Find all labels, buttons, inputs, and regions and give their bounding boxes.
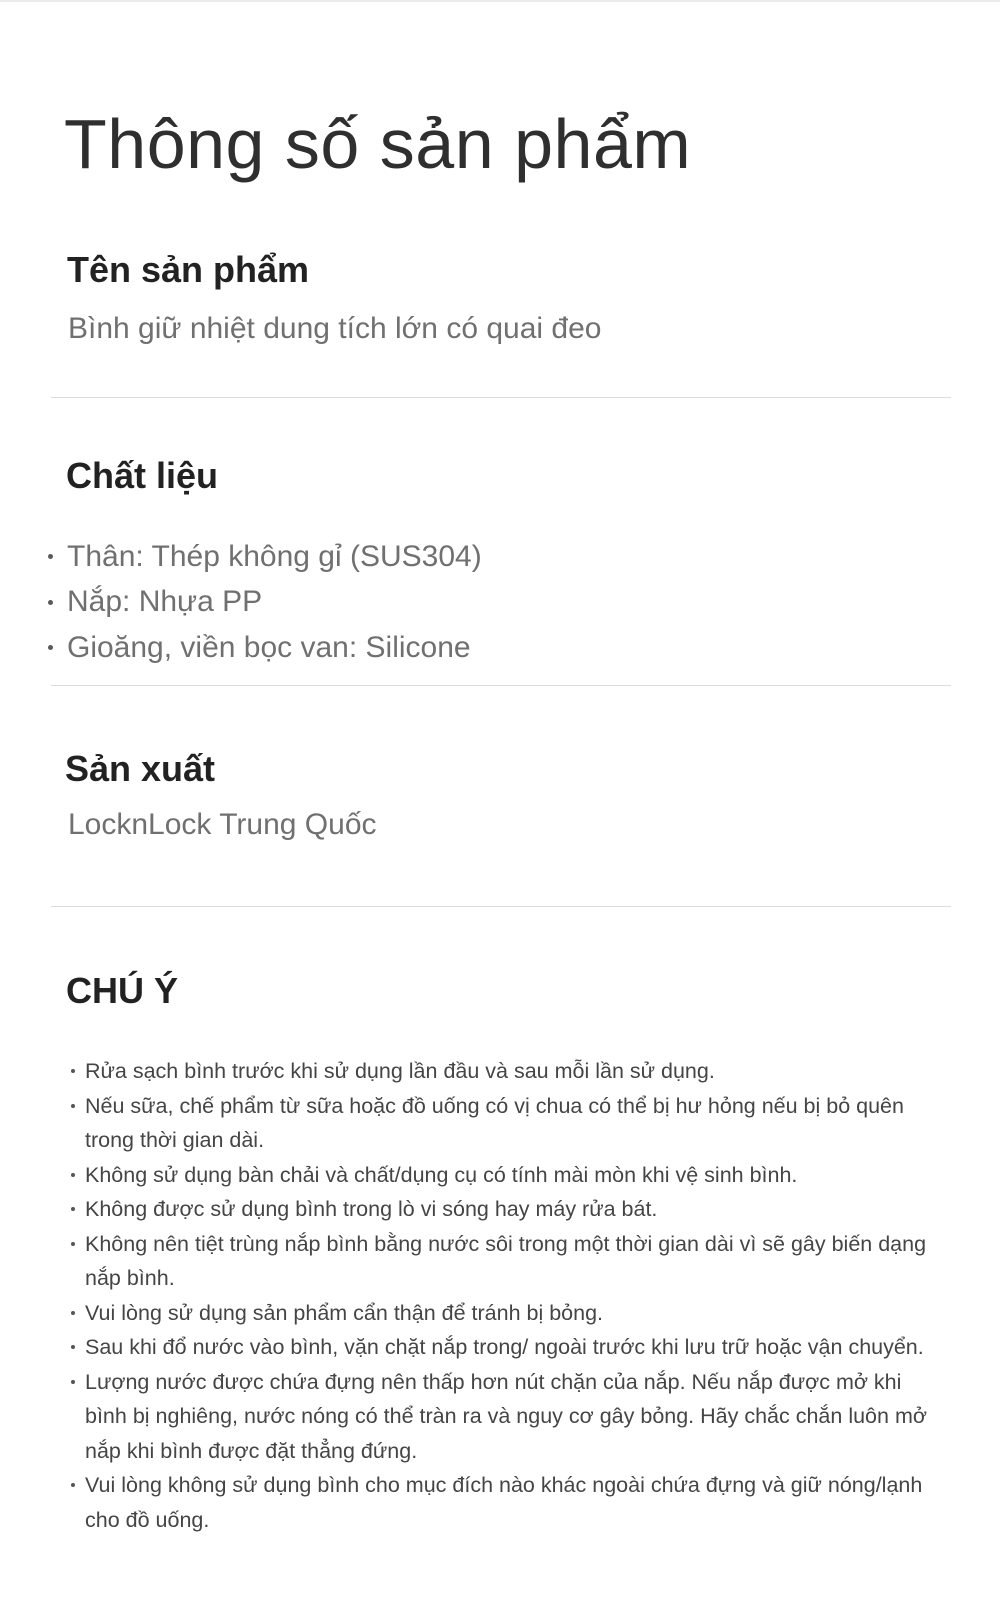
material-item-lid: [48, 580, 482, 626]
note-item: [70, 1330, 940, 1365]
product-name-heading: Tên sản phẩm: [67, 249, 310, 290]
note-text: Vui lòng không sử dụng bình cho mục đích nào khác ngoài chứa đựng và giữ nóng/lạnh cho đồ uống.: [85, 1473, 923, 1532]
manufacture-value: LocknLock Trung Quốc: [68, 808, 377, 841]
note-item: [70, 1054, 940, 1089]
material-item-label: Gioăng, viền bọc van: Silicone: [67, 630, 471, 664]
note-item: [70, 1158, 940, 1193]
bullet-dot-icon: [48, 600, 53, 605]
material-item-body: [48, 534, 482, 580]
note-text: Lượng nước được chứa đựng nên thấp hơn nút chặn của nắp. Nếu nắp được mở khi bình bị nghiêng, nước nóng có thể tràn ra và nguy cơ gây bỏng. Hãy chắc chắn luôn mở nắp khi bình được đặt thẳng đứng.: [85, 1369, 927, 1463]
note-item: [70, 1192, 940, 1227]
note-text: Rửa sạch bình trước khi sử dụng lần đầu và sau mỗi lần sử dụng.: [85, 1059, 715, 1083]
bullet-dot-icon: [48, 554, 53, 559]
note-text: Vui lòng sử dụng sản phẩm cẩn thận để tránh bị bỏng.: [85, 1300, 604, 1325]
note-item: [70, 1468, 940, 1537]
bullet-dot-icon: [71, 1483, 75, 1487]
note-text: Nếu sữa, chế phẩm từ sữa hoặc đồ uống có vị chua có thể bị hư hỏng nếu bị bỏ quên trong thời gian dài.: [85, 1093, 904, 1152]
top-border: [0, 0, 1000, 2]
material-item-label: Thân: Thép không gỉ (SUS304): [67, 539, 482, 573]
bullet-dot-icon: [48, 645, 53, 650]
section-divider: [51, 685, 951, 686]
material-item-label: Nắp: Nhựa PP: [67, 585, 263, 619]
note-item: [70, 1296, 940, 1331]
bullet-dot-icon: [71, 1242, 75, 1246]
note-item: [70, 1089, 940, 1158]
bullet-dot-icon: [71, 1104, 75, 1108]
note-text: Sau khi đổ nước vào bình, vặn chặt nắp trong/ ngoài trước khi lưu trữ hoặc vận chuyển.: [85, 1335, 924, 1359]
note-text: Không sử dụng bàn chải và chất/dụng cụ có tính mài mòn khi vệ sinh bình.: [85, 1162, 798, 1187]
material-heading: Chất liệu: [66, 455, 219, 496]
notes-heading: CHÚ Ý: [66, 970, 179, 1011]
page-title: Thông số sản phẩm: [64, 105, 692, 183]
section-divider: [51, 397, 951, 398]
section-divider: [51, 906, 951, 907]
product-name-value: Bình giữ nhiệt dung tích lớn có quai đeo: [68, 312, 602, 345]
bullet-dot-icon: [71, 1345, 75, 1349]
manufacture-heading: Sản xuất: [65, 748, 216, 789]
bullet-dot-icon: [71, 1173, 75, 1177]
notes-list: [70, 1054, 940, 1537]
note-item: [70, 1365, 940, 1469]
note-item: [70, 1227, 940, 1296]
material-item-gasket: [48, 625, 482, 671]
bullet-dot-icon: [71, 1069, 75, 1073]
bullet-dot-icon: [71, 1311, 75, 1315]
bullet-dot-icon: [71, 1380, 75, 1384]
note-text: Không được sử dụng bình trong lò vi sóng hay máy rửa bát.: [85, 1197, 658, 1221]
material-list: [48, 534, 482, 671]
bullet-dot-icon: [71, 1207, 75, 1211]
note-text: Không nên tiệt trùng nắp bình bằng nước sôi trong một thời gian dài vì sẽ gây biến dạng nắp bình.: [85, 1231, 927, 1290]
